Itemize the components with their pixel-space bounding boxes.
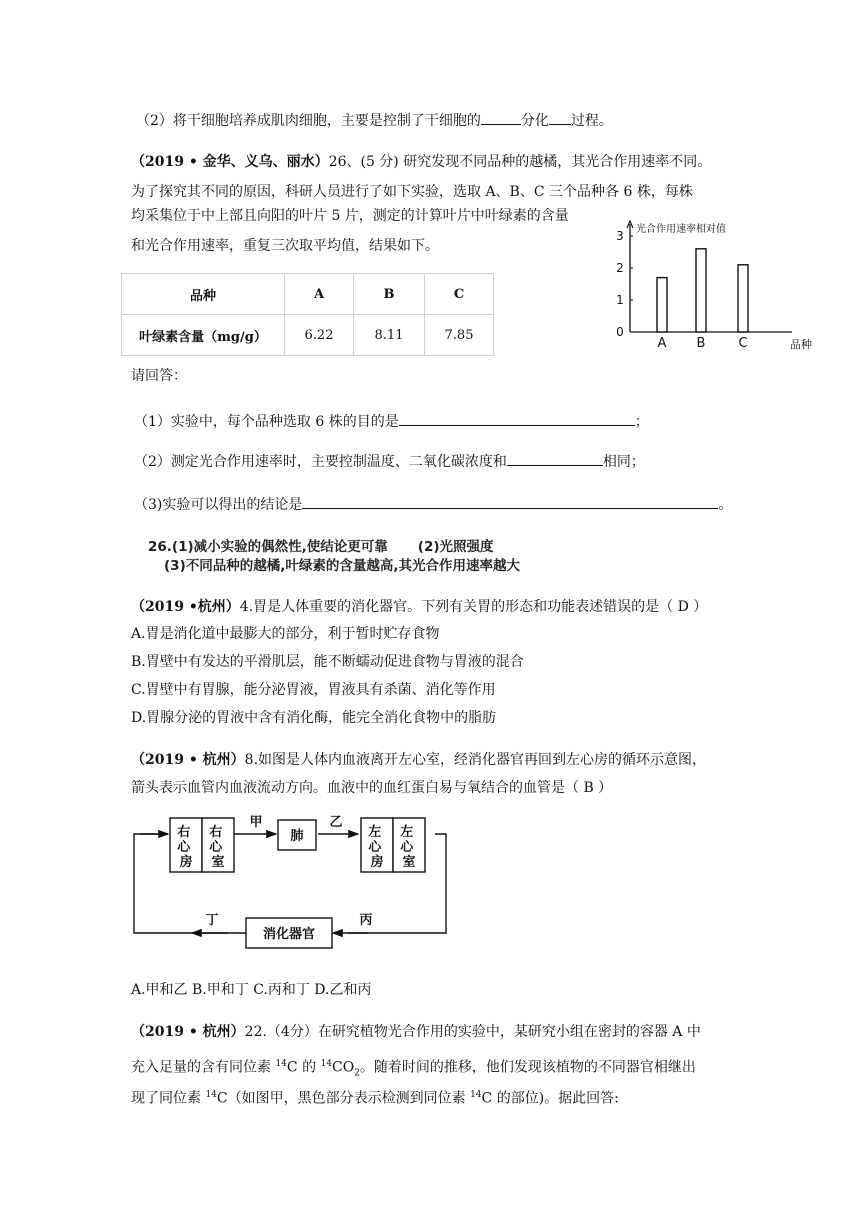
blank [549, 110, 571, 125]
table-cell: 7.85 [425, 315, 494, 356]
q22-line-2: 充入足量的含有同位素 $^{14}$C 的 $^{14}CO_2$。随着时间的推移，他们发现该植物的不同器官相继出 [131, 1059, 696, 1079]
left-ventricle-char-3: 室 [402, 855, 416, 870]
q26-source: （2019 • 金华、义乌、丽水） [131, 154, 329, 170]
table-cell: 6.22 [285, 315, 354, 356]
blank [399, 411, 635, 426]
q8-stem-2: 箭头表示血管内血液流动方向。血液中的血红蛋白易与氧结合的血管是（ B ） [131, 780, 613, 796]
y-axis-label: 光合作用速率相对值 [636, 224, 726, 235]
vessel-ding-label: 丁 [205, 913, 219, 928]
table-row [122, 274, 494, 315]
table-header-cell: C [425, 274, 494, 315]
q4-option-b: B.胃壁中有发达的平滑肌层，能不断蠕动促进食物与胃液的混合 [131, 654, 524, 670]
x-tick-label: B [696, 336, 706, 351]
right-ventricle-char-2: 心 [209, 840, 223, 855]
digestive-organ-label: 消化器官 [262, 927, 316, 942]
chlorophyll-table [121, 273, 494, 356]
answer-line-1: 26.(1)减小实验的偶然性,使结论更可靠 (2)光照强度 [148, 539, 494, 555]
y-tick-label: 3 [616, 229, 624, 243]
table-header-cell: A [285, 274, 354, 315]
q26-sub2: （2）测定光合作用速率时，主要控制温度、二氧化碳浓度和 相同； [134, 451, 645, 472]
q4-option-a: A.胃是消化道中最膨大的部分，利于暂时贮存食物 [131, 626, 440, 642]
x-tick-label: C [738, 336, 748, 351]
y-tick-label: 2 [616, 261, 624, 275]
lung-label: 肺 [290, 829, 304, 844]
q26-sub1: （1）实验中，每个品种选取 6 株的目的是 ； [134, 411, 649, 432]
bar [738, 265, 748, 332]
left-atrium-label [368, 824, 386, 870]
y-tick-label: 0 [616, 325, 624, 339]
blank [507, 451, 603, 466]
table-cell: 8.11 [354, 315, 425, 356]
left-ventricle-char-1: 左 [400, 825, 414, 840]
table-cell: 叶绿素含量（mg/g） [122, 315, 285, 356]
vessel-jia-label: 甲 [249, 815, 263, 830]
right-atrium-char-2: 心 [177, 840, 191, 855]
right-ventricle-char-3: 室 [211, 855, 225, 870]
q26-sub3: （3)实验可以得出的结论是 。 [134, 494, 732, 515]
left-ventricle-label [400, 824, 418, 870]
table-header-cell: B [354, 274, 425, 315]
q22-line-1: （2019 • 杭州）22.（4分）在研究植物光合作用的实验中，某研究小组在密封的容器 A 中 [131, 1024, 701, 1040]
circulation-diagram [128, 812, 454, 952]
q8-source: （2019 • 杭州） [131, 752, 245, 768]
q26-line-4: 和光合作用速率，重复三次取平均值，结果如下。 [131, 238, 439, 254]
x-tick-label: A [657, 336, 667, 351]
blank [481, 110, 521, 125]
right-atrium-char-1: 右 [177, 825, 191, 840]
q26-line-1: （2019 • 金华、义乌、丽水）26、(5 分) 研究发现不同品种的越橘，其光合作用速率不同。 [131, 154, 712, 170]
q4-stem: （2019 •杭州）4.胃是人体重要的消化器官。下列有关胃的形态和功能表述错误的是（ D ） [131, 599, 708, 615]
left-atrium-char-1: 左 [368, 825, 382, 840]
answer-line-2: (3)不同品种的越橘,叶绿素的含量越高,其光合作用速率越大 [164, 558, 520, 574]
right-ventricle-char-1: 右 [209, 825, 223, 840]
table-row [122, 315, 494, 356]
please-answer: 请回答： [131, 368, 187, 384]
blank [302, 494, 718, 509]
right-ventricle-label [209, 824, 227, 870]
right-atrium-char-3: 房 [179, 855, 193, 870]
bar [696, 249, 706, 332]
bar [657, 278, 667, 332]
left-atrium-char-2: 心 [368, 840, 382, 855]
table-header-cell: 品种 [122, 274, 285, 315]
vessel-bing-label: 丙 [359, 913, 373, 928]
q8-stem-1: （2019 • 杭州）8.如图是人体内血液离开左心室，经消化器官再回到左心房的循环示意图， [131, 752, 707, 768]
q4-source: （2019 •杭州） [131, 599, 240, 615]
q26-line-2: 为了探究其不同的原因，科研人员进行了如下实验，选取 A、B、C 三个品种各 6 株，每株 [131, 184, 693, 200]
q4-option-c: C.胃壁中有胃腺，能分泌胃液，胃液具有杀菌、消化等作用 [131, 682, 496, 698]
vessel-yi-label: 乙 [329, 815, 343, 830]
left-atrium-char-3: 房 [370, 855, 384, 870]
x-axis-label: 品种 [790, 338, 812, 351]
q22-line-3: 现了同位素 $^{14}$C（如图甲，黑色部分表示检测到同位素 $^{14}$C 的部位)。据此回答: [131, 1090, 619, 1107]
prev-question-line: （2）将干细胞培养成肌肉细胞，主要是控制了干细胞的 分化 过程。 [136, 110, 613, 131]
q8-options: A.甲和乙 B.甲和丁 C.丙和丁 D.乙和丙 [131, 982, 372, 998]
q26-line-3: 均采集位于中上部且向阳的叶片 5 片，测定的计算叶片中叶绿素的含量 [131, 208, 569, 224]
left-ventricle-char-2: 心 [400, 840, 414, 855]
right-atrium-label [177, 824, 195, 870]
q22-source: （2019 • 杭州） [131, 1024, 245, 1040]
y-tick-label: 1 [616, 293, 624, 307]
photosynthesis-bar-chart [606, 212, 812, 352]
q4-option-d: D.胃腺分泌的胃液中含有消化酶，能完全消化食物中的脂肪 [131, 710, 497, 726]
